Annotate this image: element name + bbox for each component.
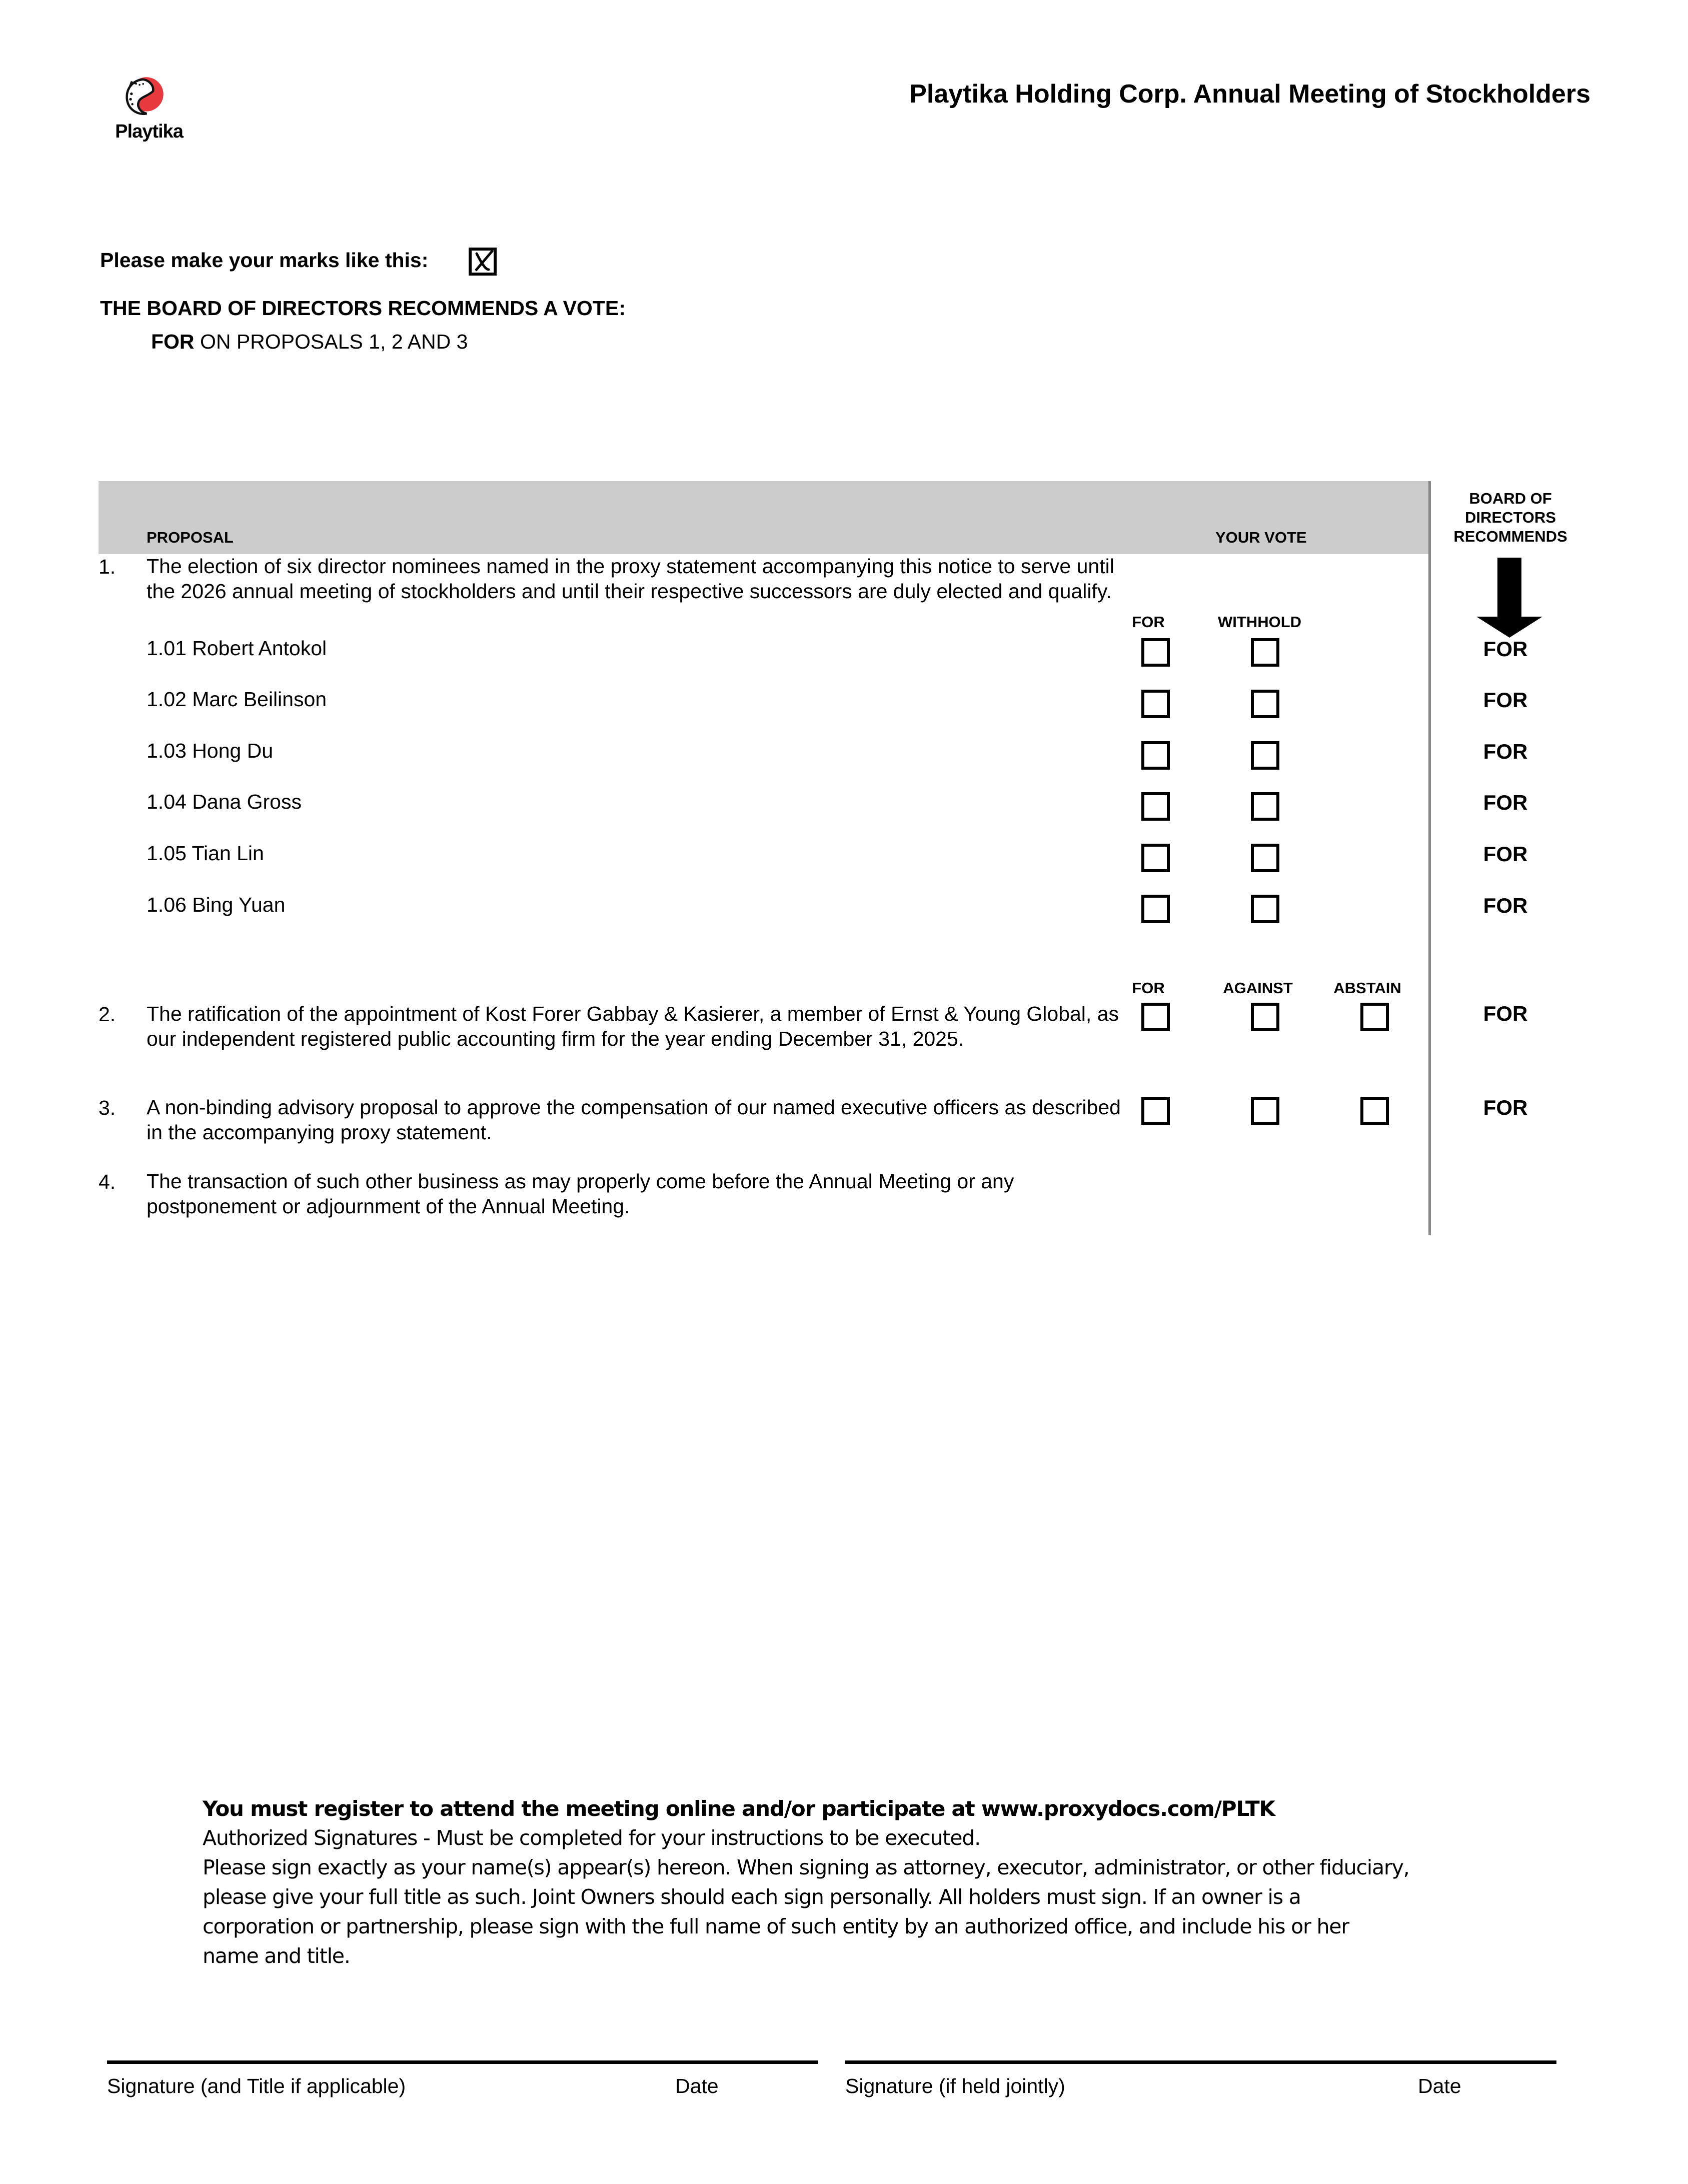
vote-option-abstain: ABSTAIN	[1333, 979, 1401, 997]
proposal-3-against-checkbox[interactable]	[1251, 1097, 1279, 1125]
proposal-text: The ratification of the appointment of Kost Forer Gabbay & Kasierer, a member of Ernst & Young Global, as our independent registered public accounting firm for the year ending December 31, 2025.	[147, 1002, 1119, 1050]
proposal-2-for-checkbox[interactable]	[1141, 1003, 1170, 1031]
proposal-3-abstain-checkbox[interactable]	[1360, 1097, 1389, 1125]
vote-option-for: FOR	[1132, 613, 1165, 631]
nominee-label: 1.02 Marc Beilinson	[147, 688, 327, 711]
nominee-for-checkbox[interactable]	[1141, 895, 1170, 923]
board-recommendation: FOR	[1483, 894, 1528, 917]
proposal-text: The transaction of such other business as may properly come before the Annual Meeting or any postponement or adjournment of the Annual Meeting.	[147, 1170, 1014, 1218]
board-recommendation-heading: THE BOARD OF DIRECTORS RECOMMENDS A VOTE:	[100, 297, 626, 320]
nominee-for-checkbox[interactable]	[1141, 741, 1170, 770]
signature-line-1[interactable]	[107, 2060, 818, 2064]
board-recommendation: FOR	[1483, 791, 1528, 814]
nominee-label: 1.04 Dana Gross	[147, 790, 302, 813]
nominee-for-checkbox[interactable]	[1141, 792, 1170, 821]
board-recommendation: FOR	[1483, 1096, 1528, 1119]
authorized-signatures-notice: Authorized Signatures - Must be completed for your instructions to be executed.	[203, 1826, 980, 1850]
column-header-board-recommends: BOARD OF DIRECTORS RECOMMENDS	[1453, 490, 1567, 545]
nominee-withhold-checkbox[interactable]	[1251, 690, 1279, 718]
nominee-withhold-checkbox[interactable]	[1251, 895, 1279, 923]
playtika-logo	[104, 70, 189, 150]
vote-option-for: FOR	[1132, 979, 1165, 997]
nominee-label: 1.05 Tian Lin	[147, 842, 264, 865]
proposal-number: 4.	[99, 1170, 116, 1193]
recommendation-scope: ON PROPOSALS 1, 2 AND 3	[194, 330, 468, 353]
down-arrow-icon	[1474, 558, 1544, 638]
date-label: Date	[675, 2074, 719, 2097]
logo-wordmark: Playtika	[115, 121, 183, 142]
proposal-text: The election of six director nominees named in the proxy statement accompanying this notice to serve until the 2026 annual meeting of stockholders and until their respective successors are duly elected and qualify.	[147, 555, 1114, 603]
date-label: Date	[1418, 2074, 1461, 2097]
nominee-label: 1.01 Robert Antokol	[147, 637, 327, 660]
signature-notice	[203, 1794, 1503, 1971]
board-recommendation: FOR	[1483, 842, 1528, 866]
cheetah-logo-icon	[122, 74, 167, 119]
proposal-2-abstain-checkbox[interactable]	[1360, 1003, 1389, 1031]
signing-instructions-line: corporation or partnership, please sign with the full name of such entity by an authorized office, and include his or her	[203, 1914, 1349, 1938]
proposal-3-for-checkbox[interactable]	[1141, 1097, 1170, 1125]
signing-instructions-line: Please sign exactly as your name(s) appear(s) hereon. When signing as attorney, executor, administrator, or other fiduciary,	[203, 1855, 1409, 1879]
nominee-for-checkbox[interactable]	[1141, 844, 1170, 872]
signature-line-2[interactable]	[845, 2060, 1556, 2064]
board-recommendation: FOR	[1483, 1002, 1528, 1025]
nominee-label: 1.06 Bing Yuan	[147, 893, 286, 916]
signing-instructions-line: please give your full title as such. Joint Owners should each sign personally. All holders must sign. If an owner is a	[203, 1885, 1301, 1909]
proposal-number: 2.	[99, 1003, 116, 1026]
proposal-text: A non-binding advisory proposal to approve the compensation of our named executive officers as described in the accompanying proxy statement.	[147, 1096, 1121, 1144]
registration-notice: You must register to attend the meeting online and/or participate at www.proxydocs.com/PLTK	[203, 1796, 1275, 1821]
x-mark-checkbox-icon	[469, 248, 497, 276]
nominee-withhold-checkbox[interactable]	[1251, 792, 1279, 821]
recommendation-for: FOR	[151, 330, 195, 353]
nominee-for-checkbox[interactable]	[1141, 690, 1170, 718]
board-recommendation: FOR	[1483, 688, 1528, 712]
board-recommendation: FOR	[1483, 637, 1528, 661]
proposal-2-against-checkbox[interactable]	[1251, 1003, 1279, 1031]
column-header-proposal: PROPOSAL	[147, 529, 234, 546]
nominee-withhold-checkbox[interactable]	[1251, 844, 1279, 872]
joint-signature-label: Signature (if held jointly)	[845, 2074, 1065, 2097]
marks-instruction-label: Please make your marks like this:	[100, 249, 429, 272]
nominee-withhold-checkbox[interactable]	[1251, 741, 1279, 770]
board-recommendation-summary	[151, 330, 468, 354]
nominee-label: 1.03 Hong Du	[147, 739, 274, 762]
nominee-withhold-checkbox[interactable]	[1251, 638, 1279, 667]
signature-label: Signature (and Title if applicable)	[107, 2074, 406, 2097]
vote-option-withhold: WITHHOLD	[1218, 613, 1302, 631]
vote-option-against: AGAINST	[1223, 979, 1293, 997]
proposal-number: 1.	[99, 555, 116, 578]
board-recommendation: FOR	[1483, 740, 1528, 763]
proposal-number: 3.	[99, 1096, 116, 1119]
column-divider	[1428, 481, 1431, 1235]
page-title: Playtika Holding Corp. Annual Meeting of Stockholders	[909, 80, 1590, 109]
column-header-your-vote: YOUR VOTE	[1215, 529, 1307, 546]
nominee-for-checkbox[interactable]	[1141, 638, 1170, 667]
signing-instructions-line: name and title.	[203, 1944, 350, 1968]
